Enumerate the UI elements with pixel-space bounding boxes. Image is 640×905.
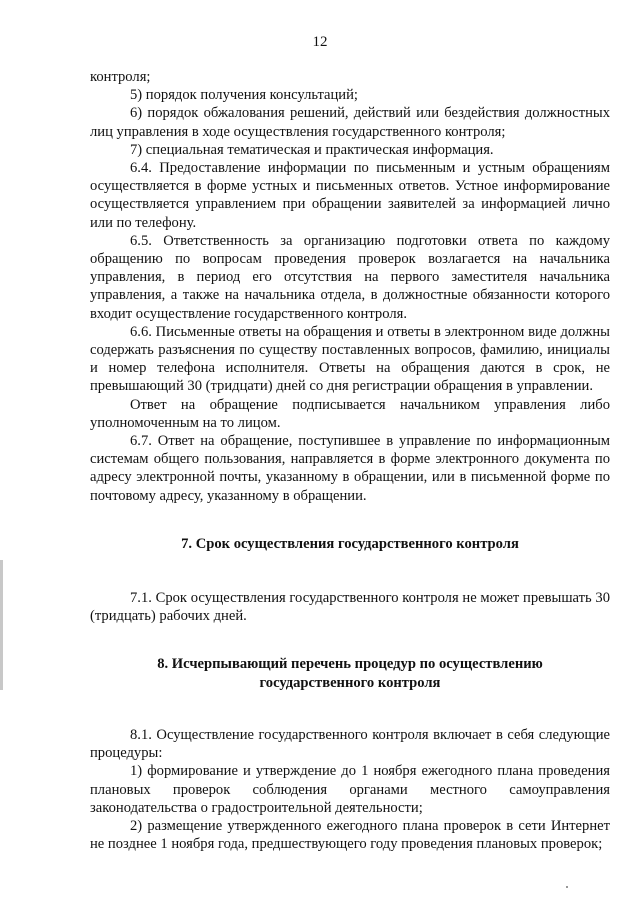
paragraph: Ответ на обращение подписывается начальником управления либо уполномоченным на то лицом. — [90, 396, 610, 431]
paragraph: 6.7. Ответ на обращение, поступившее в управление по информационным системам общего пользования, направляется в форме электронного документа по адресу электронной почты, указанному в обращении, или в письменной форме по почтовому адресу, указанному в обращении. — [90, 433, 610, 504]
scan-edge-mark — [0, 560, 3, 690]
paragraph: 7) специальная тематическая и практическая информация. — [130, 141, 494, 158]
paragraph: 6) порядок обжалования решений, действий или бездействия должностных лиц управления в ходе осуществления государственного контроля; — [90, 105, 610, 140]
document-body — [90, 68, 610, 853]
paragraph: 6.6. Письменные ответы на обращения и ответы в электронном виде должны содержать разъяснения по существу поставленных вопросов, фамилию, инициалы и номер телефона исполнителя. Ответы на обращения даются в срок, не превышающий 30 (тридцати) дней со дня регистрации обращения в управлении. — [90, 323, 610, 395]
paragraph: 1) формирование и утверждение до 1 ноября ежегодного плана проведения плановых проверок соблюдения органами местного самоуправления законодательства о градостроительной деятельности; — [90, 763, 610, 816]
paragraph: контроля; — [90, 69, 151, 85]
page-number: 12 — [312, 34, 328, 50]
paragraph: 8.1. Осуществление государственного контроля включает в себя следующие процедуры: — [90, 726, 610, 762]
paragraph: 6.4. Предоставление информации по письменным и устным обращениям осуществляется в форме устных и письменных ответов. Устное информирование осуществляется управлением при обращении заявителей за информацией лично или по телефону. — [90, 160, 610, 231]
paragraph: 6.5. Ответственность за организацию подготовки ответа по каждому обращению по вопросам проведения проверок возлагается на начальника управления, в период его отсутствия на первого заместителя начальника управления, а также на начальника отдела, в должностные обязанности которого входит осуществление государственного контроля. — [90, 232, 610, 322]
section-heading — [90, 655, 610, 691]
section-heading: 7. Срок осуществления государственного контроля — [181, 535, 519, 552]
section-heading-line: 8. Исчерпывающий перечень процедур по осуществлению — [157, 656, 543, 673]
paragraph: 7.1. Срок осуществления государственного контроля не может превышать 30 (тридцать) рабочих дней. — [90, 590, 610, 625]
section-heading-line: государственного контроля — [259, 674, 441, 691]
paragraph: 5) порядок получения консультаций; — [130, 87, 358, 104]
scan-speck — [566, 886, 568, 888]
paragraph: 2) размещение утвержденного ежегодного плана проверок в сети Интернет не позднее 1 ноября года, предшествующего году проведения плановых проверок; — [90, 817, 610, 853]
